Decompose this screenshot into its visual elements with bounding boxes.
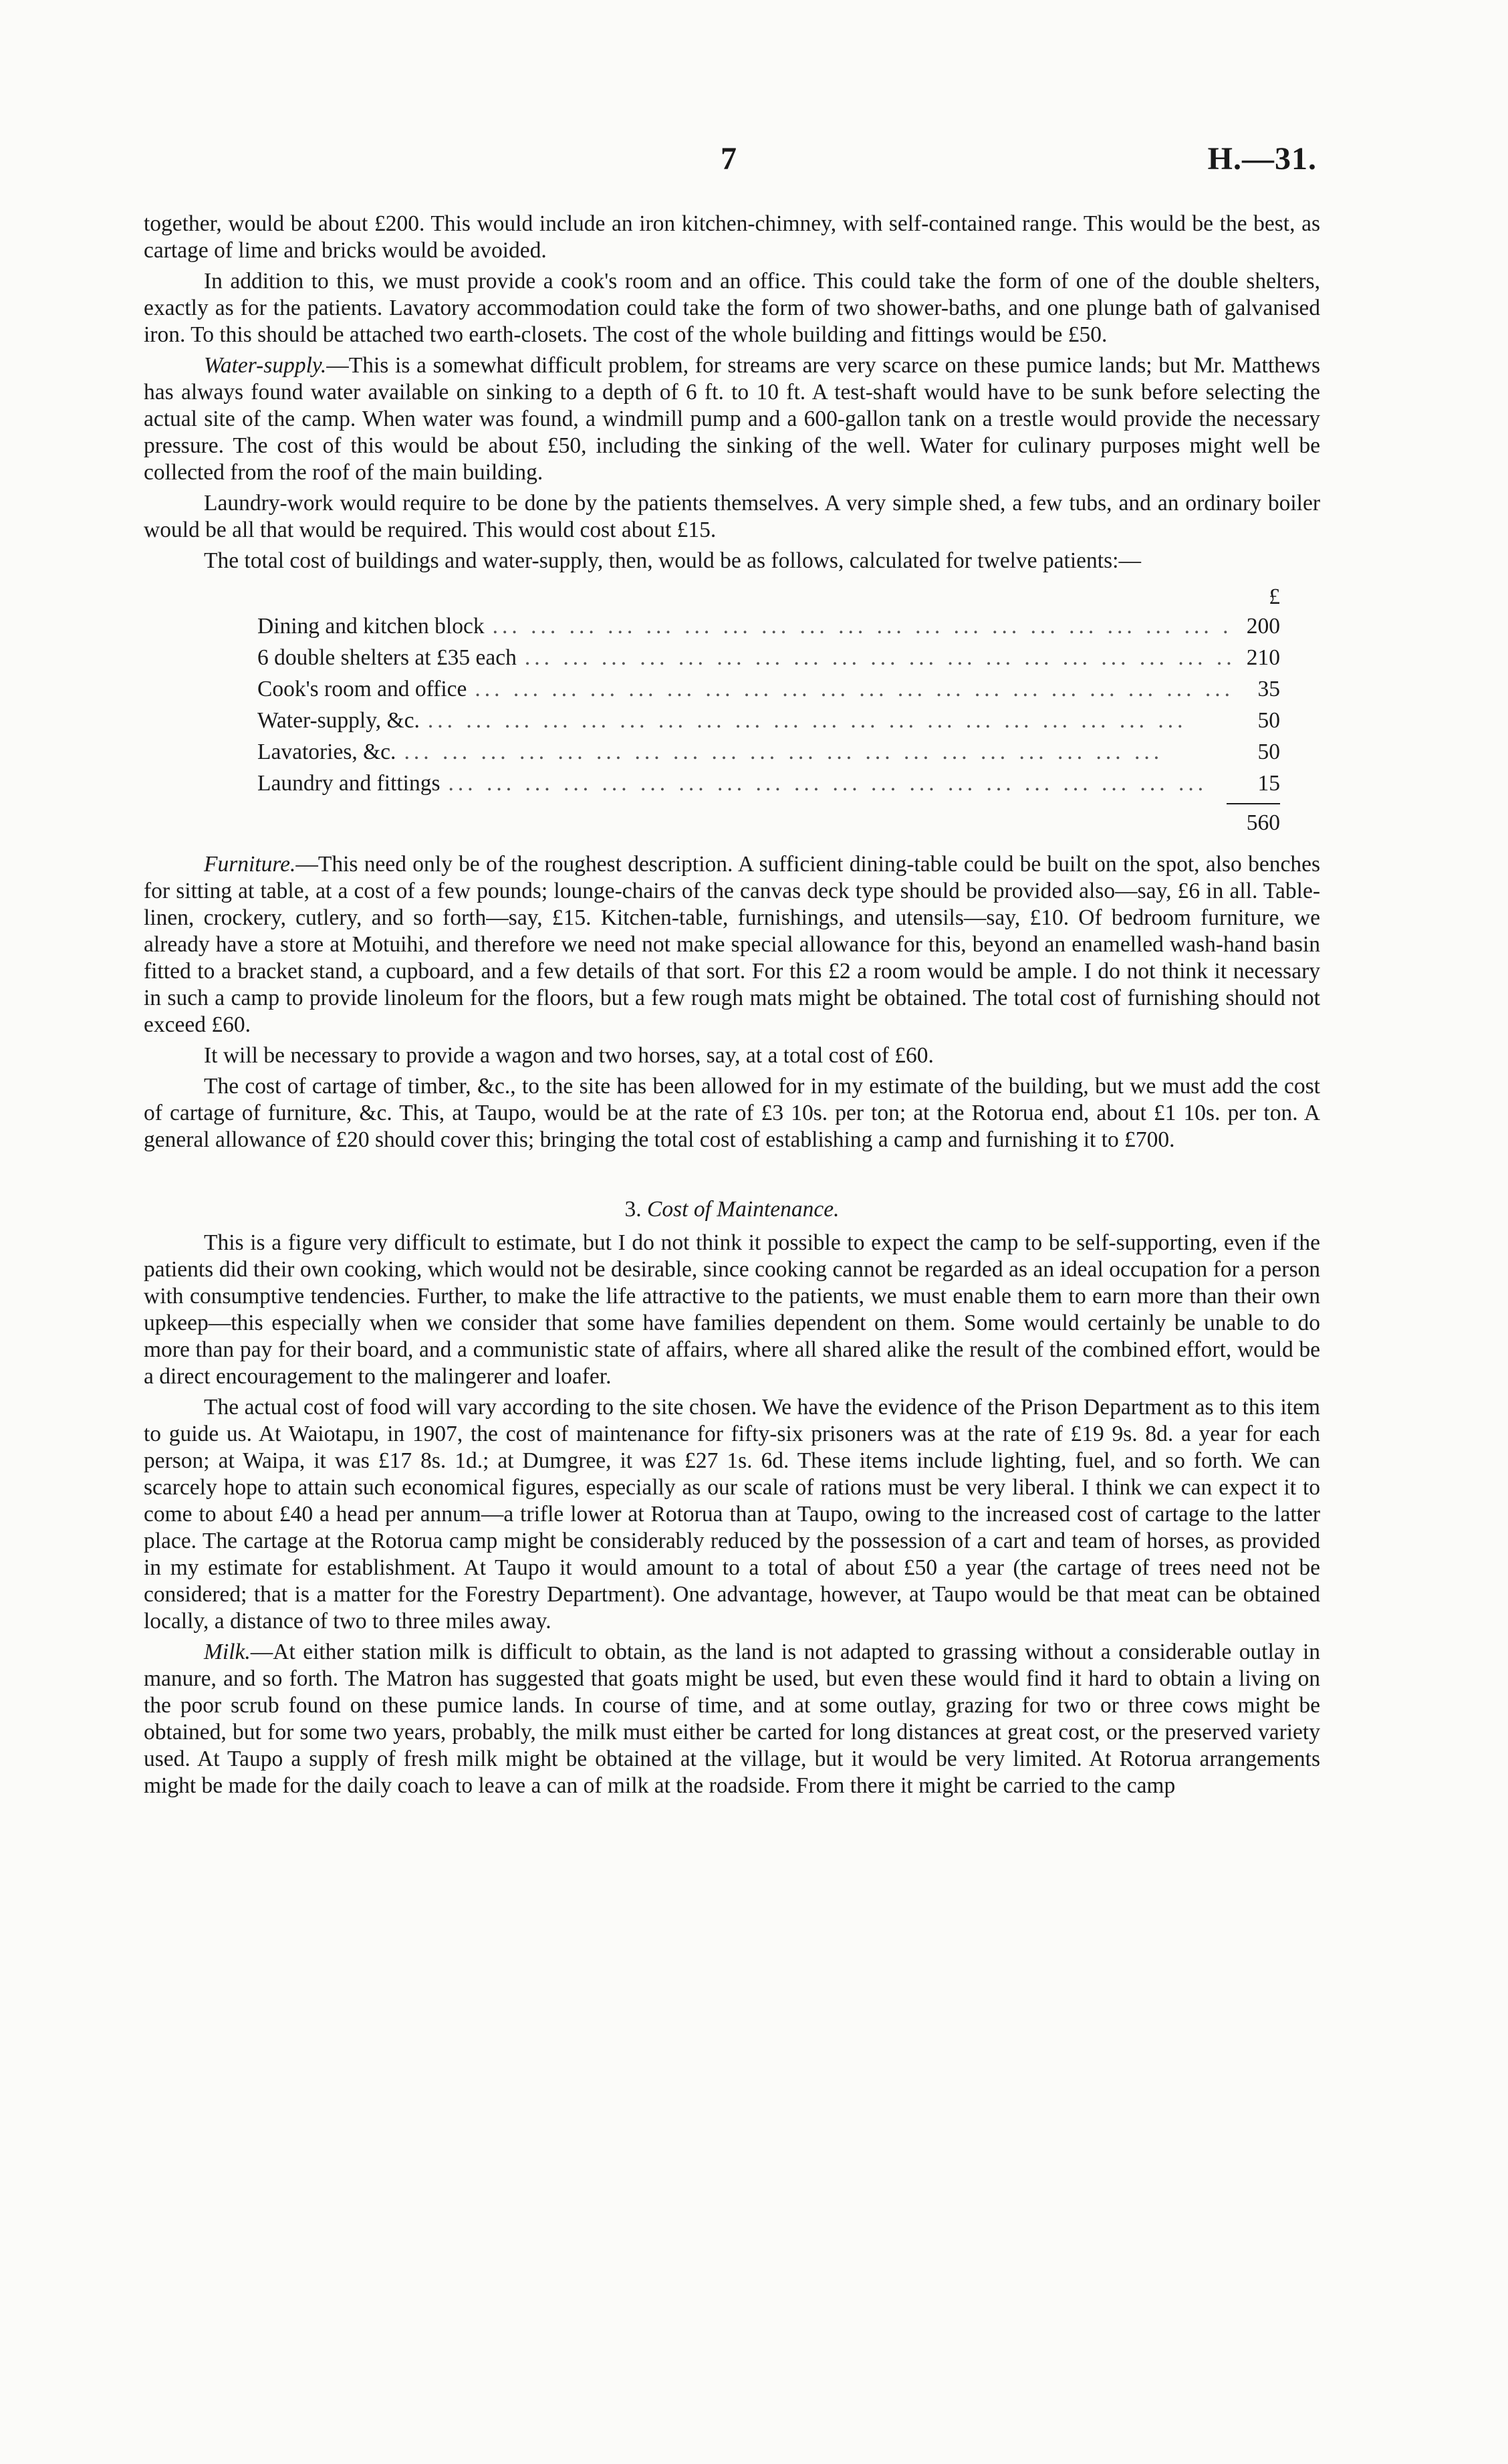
- document-reference: H.—31.: [1207, 141, 1317, 177]
- dot-leader: [493, 610, 1233, 642]
- paragraph: [144, 211, 1320, 264]
- body-text: [144, 211, 1320, 1803]
- paragraph: [144, 1394, 1320, 1635]
- paragraph: [144, 1042, 1320, 1069]
- currency-header: £: [1269, 584, 1280, 609]
- dot-leader: [525, 642, 1233, 673]
- paragraph-text: together, would be about £200. This would include an iron kitchen-chimney, with self-contained range. This would be the best, as cartage of lime and bricks would be avoided.: [144, 211, 1320, 263]
- paragraph-lead: Water-supply.: [204, 353, 327, 378]
- cost-item: Water-supply, &c.: [257, 708, 420, 733]
- cost-value: 50: [1257, 740, 1280, 764]
- cost-total: 560: [1246, 810, 1280, 835]
- page-number: 7: [721, 141, 737, 177]
- paragraph: [144, 548, 1320, 574]
- section-number: 3.: [624, 1197, 642, 1222]
- paragraph-text: It will be necessary to provide a wagon and two horses, say, at a total cost of £60.: [204, 1043, 934, 1068]
- paragraph-text: —This is a somewhat difficult problem, for streams are very scarce on these pumice lands; but Mr. Matthews has always found water available on sinking to a depth of 6 ft. to 10 ft. A test-shaft would have to be sunk before selecting the actual site of the camp. When water was found, a windmill pump and a 600-gallon tank on a trestle would provide the necessary pressure. The cost of this would be about £50, including the sinking of the well. Water for culinary purposes might well be collected from the roof of the main building.: [144, 353, 1320, 485]
- section-title: Cost of Maintenance.: [647, 1197, 840, 1222]
- paragraph-lead: Milk.: [204, 1640, 251, 1664]
- dot-leader: [404, 736, 1233, 768]
- cost-item: Dining and kitchen block: [257, 614, 485, 639]
- paragraph-text: The actual cost of food will vary according to the site chosen. We have the evidence of the Prison Department as to this item to guide us. At Waiotapu, in 1907, the cost of maintenance for fifty-six prisoners was at the rate of £19 9s. 8d. a year for each person; at Waipa, it was £17 8s. 1d.; at Dumgree, it was £27 1s. 6d. These items include lighting, fuel, and so forth. We can scarcely hope to attain such economical figures, especially as our scale of rations must be very liberal. I think we can expect it to come to about £40 a head per annum—a trifle lower at Rotorua than at Taupo, owing to the increased cost of cartage to the latter place. The cartage at the Rotorua camp might be considerably reduced by the possession of a cart and team of horses, as provided in my estimate for establishment. At Taupo it would amount to a total of about £50 a year (the cartage of trees need not be considered; that is a matter for the Forestry Department). One advantage, however, at Taupo would be that meat can be obtained locally, a distance of two to three miles away.: [144, 1395, 1320, 1634]
- cost-item: Cook's room and office: [257, 677, 467, 701]
- cost-row: [144, 705, 1320, 736]
- paragraph: [144, 1073, 1320, 1153]
- dot-leader: [428, 705, 1233, 736]
- cost-item: Lavatories, &c.: [257, 740, 396, 764]
- paragraph-text: The total cost of buildings and water-supply, then, would be as follows, calculated for twelve patients:—: [204, 548, 1141, 573]
- cost-row: [144, 736, 1320, 768]
- paragraph-text: Laundry-work would require to be done by the patients themselves. A very simple shed, a few tubs, and an ordinary boiler would be all that would be required. This would cost about £15.: [144, 491, 1320, 542]
- cost-value: 35: [1257, 677, 1280, 701]
- cost-row: [144, 768, 1320, 799]
- cost-row: [144, 610, 1320, 642]
- dot-leader: [475, 673, 1233, 705]
- cost-value: 50: [1257, 708, 1280, 733]
- cost-item: 6 double shelters at £35 each: [257, 645, 517, 670]
- cost-table: [144, 584, 1320, 842]
- paragraph: [144, 1230, 1320, 1390]
- dot-leader: [449, 768, 1233, 799]
- paragraph-text: In addition to this, we must provide a cook's room and an office. This could take the form of one of the double shelters, exactly as for the patients. Lavatory accommodation could take the form of two shower-baths, and one plunge bath of galvanised iron. To this should be attached two earth-closets. The cost of the whole building and fittings would be £50.: [144, 269, 1320, 347]
- page-header: [140, 140, 1317, 187]
- paragraph-lead: Furniture.: [204, 852, 296, 877]
- paragraph-text: —This need only be of the roughest description. A sufficient dining-table could be built on the spot, also benches for sitting at table, at a cost of a few pounds; lounge-chairs of the canvas deck type should be provided also—say, £6 in all. Table-linen, crockery, cutlery, and so forth—say, £15. Kitchen-table, furnishings, and utensils—say, £10. Of bedroom furniture, we already have a store at Motuihi, and therefore we need not make special allowance for this, beyond an enamelled wash-hand basin fitted to a bracket stand, a cupboard, and a few details of that sort. For this £2 a room would be ample. I do not think it necessary in such a camp to provide linoleum for the floors, but a few rough mats might be obtained. The total cost of furnishing should not exceed £60.: [144, 852, 1320, 1037]
- paragraph: [144, 851, 1320, 1038]
- cost-row: [144, 642, 1320, 673]
- paragraph-text: —At either station milk is difficult to obtain, as the land is not adapted to grassing without a considerable outlay in manure, and so forth. The Matron has suggested that goats might be used, but even these would find it hard to obtain a living on the poor scrub found on these pumice lands. In course of time, and at some outlay, grazing for two or three cows might be obtained, but for some two years, probably, the milk must either be carted for long distances at great cost, or the preserved variety used. At Taupo a supply of fresh milk might be obtained at the village, but it would be very limited. At Rotorua arrangements might be made for the daily coach to leave a can of milk at the roadside. From there it might be carried to the camp: [144, 1640, 1320, 1798]
- cost-value: 15: [1257, 771, 1280, 796]
- paragraph-text: This is a figure very difficult to estimate, but I do not think it possible to expect the camp to be self-supporting, even if the patients did their own cooking, which would not be desirable, since cooking cannot be regarded as an ideal occupation for a person with consumptive tendencies. Further, to make the life attractive to the patients, we must enable them to earn more than their own upkeep—this especially when we consider that some have families dependent on them. Some would certainly be unable to do more than pay for their board, and a communistic state of affairs, where all shared alike the result of the combined effort, would be a direct encouragement to the malingerer and loafer.: [144, 1230, 1320, 1389]
- section-heading: [144, 1196, 1320, 1223]
- cost-value: 210: [1246, 645, 1280, 670]
- paragraph: [144, 1639, 1320, 1799]
- cost-value: 200: [1246, 614, 1280, 639]
- cost-item: Laundry and fittings: [257, 771, 441, 796]
- paragraph-text: The cost of cartage of timber, &c., to the site has been allowed for in my estimate of the building, but we must add the cost of cartage of furniture, &c. This, at Taupo, would be at the rate of £3 10s. per ton; at the Rotorua end, about £1 10s. per ton. A general allowance of £20 should cover this; bringing the total cost of establishing a camp and furnishing it to £700.: [144, 1074, 1320, 1152]
- cost-row: [144, 673, 1320, 705]
- paragraph: [144, 268, 1320, 348]
- paragraph: [144, 490, 1320, 544]
- paragraph: [144, 352, 1320, 486]
